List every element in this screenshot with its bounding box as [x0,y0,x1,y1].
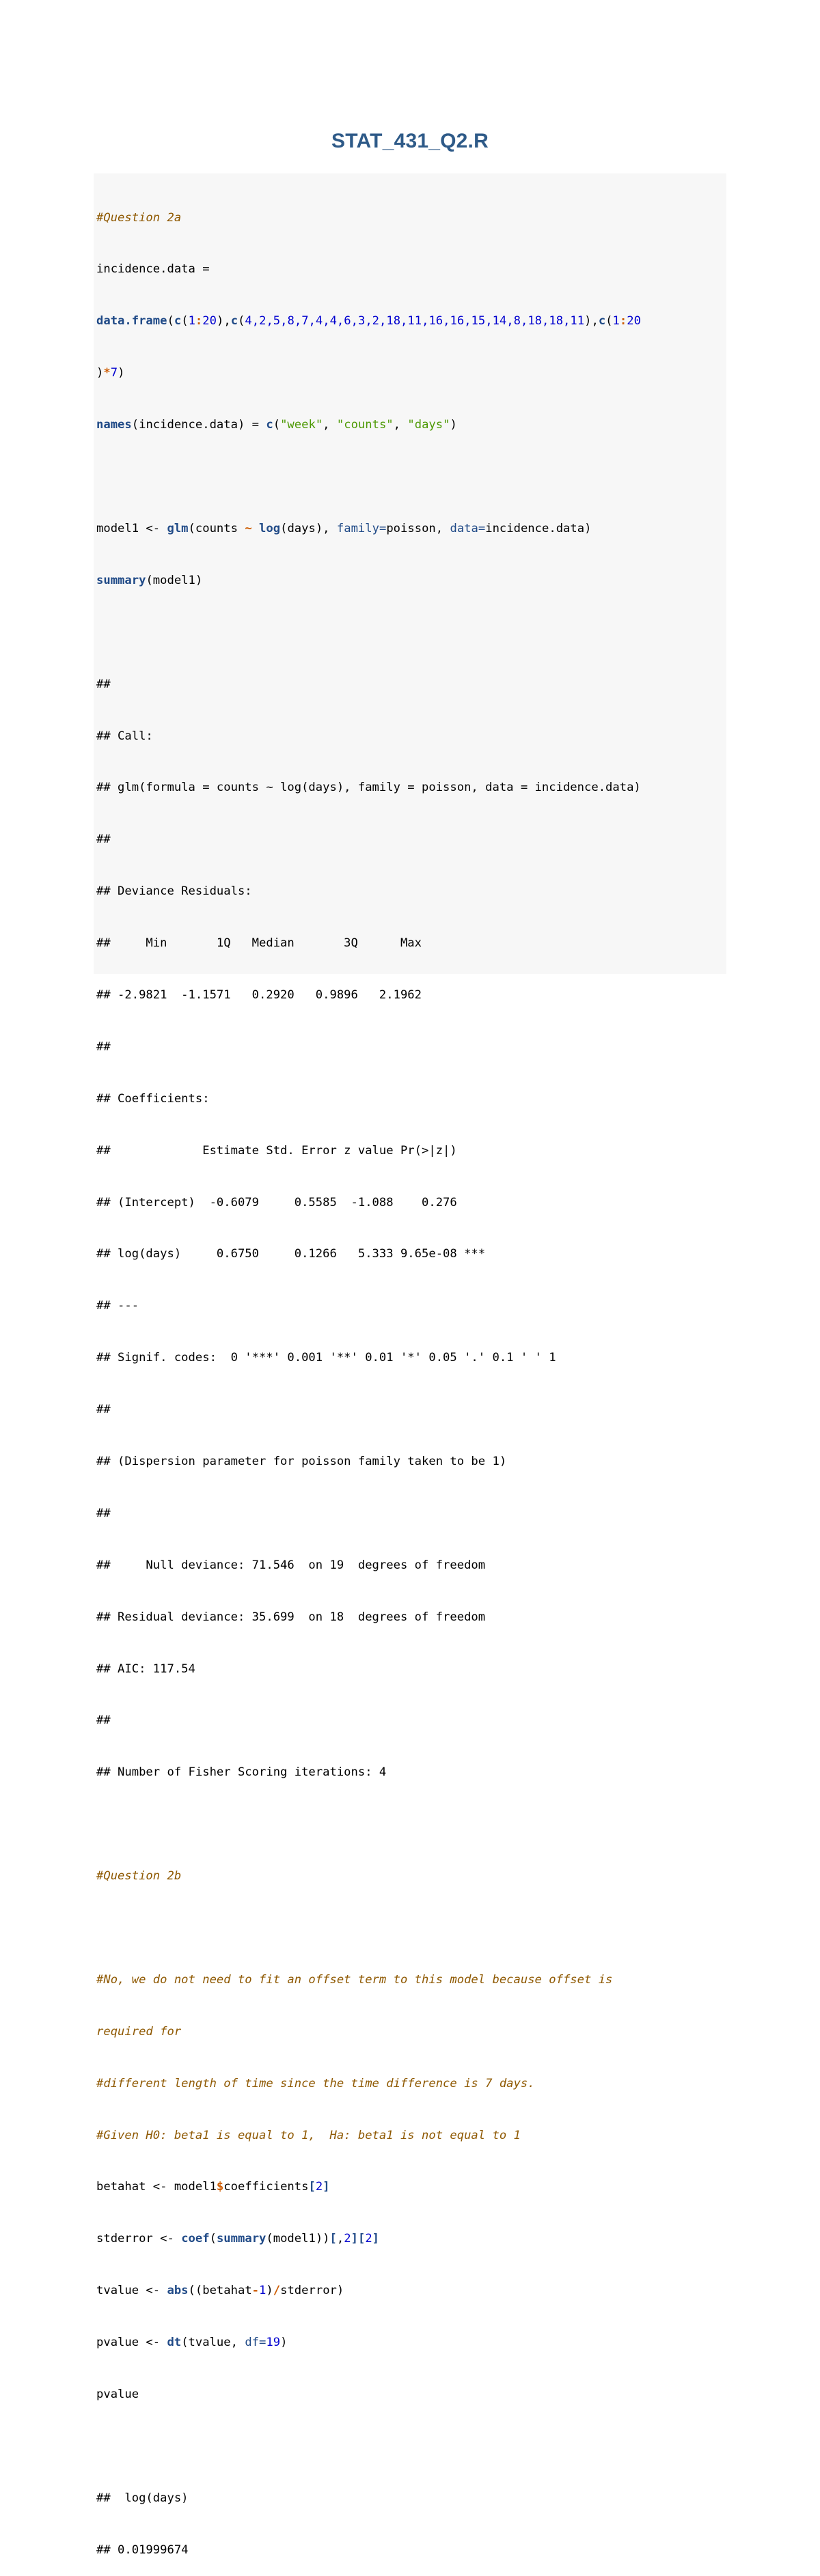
kw-data: data= [450,521,486,535]
fn-glm: glm [167,521,189,535]
blank-line [96,2438,641,2455]
number: 2 [365,2232,372,2246]
operator: * [103,366,111,380]
output-line: ## [96,1039,111,1054]
paren: ( [167,314,174,328]
code-line-pvalue [96,2334,641,2351]
output-line: ## --- [96,1299,139,1313]
bracket: ][ [351,2232,366,2246]
code-line-betahat [96,2179,641,2196]
output-line: ## -2.9821 -1.1571 0.2920 0.9896 2.1962 [96,988,422,1002]
bracket: ] [323,2180,330,2194]
dt-arg: (tvalue, [181,2336,245,2350]
operator-minus: - [251,2284,260,2298]
output-line: ## log(days) 0.6750 0.1266 5.333 9.65e-08 *** [96,1247,486,1261]
code-line-tvalue [96,2282,641,2299]
paren: ) [266,2284,273,2298]
comment-line: #different length of time since the time difference is 7 days. [96,2076,535,2090]
paren: ( [181,314,189,328]
paren: ) [280,2336,288,2350]
stderror-ref: stderror) [280,2284,344,2298]
output-line: ## Estimate Std. Error z value Pr(>|z|) [96,1143,457,1158]
output-line: ## [96,1713,111,1728]
operator-dollar: $ [216,2180,224,2194]
fn-abs: abs [167,2284,189,2298]
operator-divide: / [273,2284,281,2298]
bracket: ] [372,2232,380,2246]
kw-family: family= [336,521,387,535]
field-name: coefficients [223,2180,309,2194]
output-line: ## [96,832,111,847]
output-line: ## Min 1Q Median 3Q Max [96,936,422,951]
glm-arg: (counts [188,521,245,535]
names-arg: (incidence.data) = [131,418,266,432]
number: 2 [344,2232,351,2246]
summary-arg: (model1) [146,573,203,587]
pvalue-assign: pvalue <- [96,2336,167,2350]
operator: : [619,314,627,328]
document-title: STAT_431_Q2.R [331,130,489,152]
output-line: ## (Intercept) -0.6079 0.5585 -1.088 0.276 [96,1195,457,1209]
string-days: "days" [407,418,450,432]
number: 7 [110,366,118,380]
data-value: incidence.data) [485,521,592,535]
betahat-assign: betahat <- model1 [96,2180,217,2194]
log-arg: (days), [280,521,337,535]
number: 1 [188,314,195,328]
output-line: ## glm(formula = counts ~ log(days), family = poisson, data = incidence.data) [96,781,641,795]
output-line: ## Signif. codes: 0 '***' 0.001 '**' 0.01 '*' 0.05 '.' 0.1 ' ' 1 [96,1351,556,1365]
output-line: ## (Dispersion parameter for poisson family taken to be 1) [96,1454,507,1468]
fn-dt: dt [167,2336,182,2350]
separator: , [393,418,408,432]
number: 19 [266,2336,281,2350]
output-line: ## [96,1403,111,1417]
tvalue-assign: tvalue <- [96,2284,167,2298]
operator-tilde: ~ [245,521,252,535]
string-counts: "counts" [336,418,394,432]
comma: , [336,2232,344,2246]
paren: ), [216,314,231,328]
output-line: ## [96,1506,111,1520]
kw-df: df= [245,2336,266,2350]
output-line: ## Coefficients: [96,1091,210,1106]
comment-line: required for [96,2024,182,2039]
fn-c: c [174,314,182,328]
number: 2 [315,2180,323,2194]
string-week: "week" [280,418,323,432]
paren: ) [96,366,104,380]
counts-list: 4,2,5,8,7,4,4,6,3,2,18,11,16,16,15,14,8,18,18,11 [245,314,585,328]
paren: ( [273,418,281,432]
space [252,522,259,535]
fn-log: log [259,521,281,535]
output-line: ## Deviance Residuals: [96,884,252,899]
blank-line [96,1920,641,1937]
paren: ) [118,366,125,380]
code-line-dataframe-cont [96,365,641,382]
code-line-summary [96,572,641,589]
separator: , [323,418,337,432]
output-line: ## [96,677,111,691]
code-line-names [96,417,641,434]
comment-question-2a: #Question 2a [96,210,182,225]
code-line-model [96,520,641,537]
output-line: ## Number of Fisher Scoring iterations: 4 [96,1765,387,1780]
code-listing [96,175,641,2576]
output-line: ## Residual deviance: 35.699 on 18 degrees of freedom [96,1610,486,1624]
paren: ), [584,314,599,328]
number: 1 [612,314,620,328]
output-line: ## Null deviance: 71.546 on 19 degrees of freedom [96,1558,486,1572]
paren: ( [605,314,613,328]
operator: : [195,314,203,328]
number: 20 [202,314,217,328]
fn-c: c [266,418,273,432]
stderror-assign: stderror <- [96,2232,182,2246]
family-value: poisson, [386,521,450,535]
fn-coef: coef [181,2232,210,2246]
code-line-incidence-assign: incidence.data = [96,262,210,277]
fn-c: c [598,314,606,328]
comment-question-2b: #Question 2b [96,1869,182,1884]
summary-arg: (model1)) [266,2232,330,2246]
blank-line [96,624,641,641]
output-line: ## 0.01999674 [96,2543,189,2557]
code-line-dataframe [96,313,641,330]
paren: ( [209,2232,217,2246]
fn-summary: summary [216,2232,266,2246]
fn-c: c [230,314,238,328]
fn-names: names [96,418,132,432]
bracket: [ [329,2232,337,2246]
code-line-pvalue-print: pvalue [96,2388,139,2401]
fn-data-frame: data.frame [96,314,167,328]
paren: ) [450,418,457,432]
fn-summary: summary [96,573,146,587]
paren: ( [238,314,245,328]
number: 20 [627,314,641,328]
code-line-stderror [96,2230,641,2248]
comment-line: #Given H0: beta1 is equal to 1, Ha: beta1 is not equal to 1 [96,2128,521,2142]
output-line: ## Call: [96,729,153,743]
number: 1 [259,2284,266,2298]
comment-line: #No, we do not need to fit an offset term to this model because offset is [96,1972,613,1987]
blank-line [96,468,641,486]
blank-line [96,1816,641,1833]
output-line: ## AIC: 117.54 [96,1662,195,1676]
output-line: ## log(days) [96,2491,189,2505]
abs-arg: ((betahat [188,2284,252,2298]
model-assign: model1 <- [96,521,167,535]
bracket: [ [308,2180,316,2194]
